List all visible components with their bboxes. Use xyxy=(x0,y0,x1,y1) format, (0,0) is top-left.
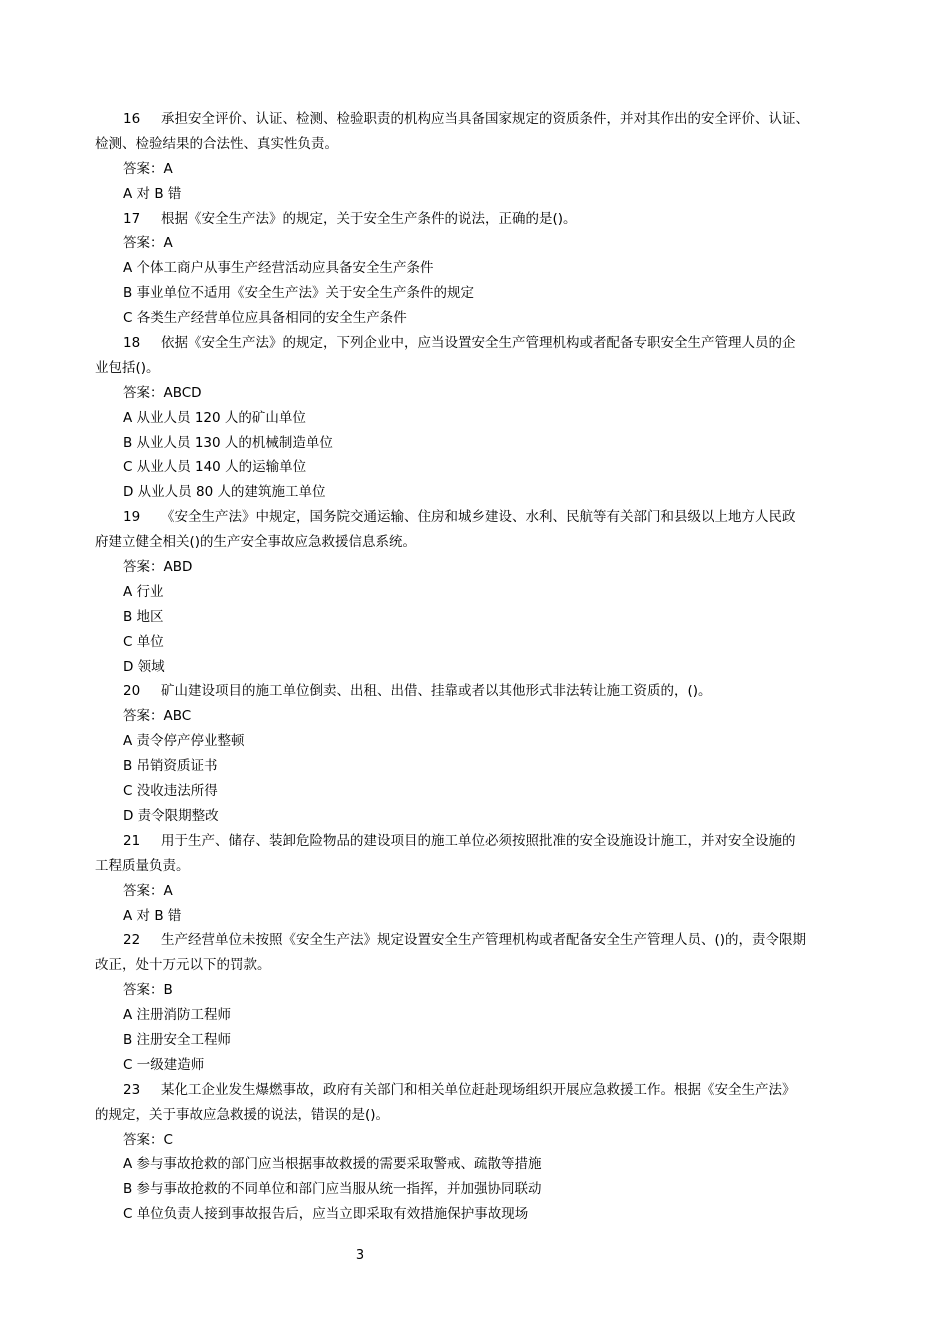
option-line: C 单位 xyxy=(123,633,164,650)
question-text-continued xyxy=(95,132,855,157)
question-number: 18 xyxy=(123,335,141,352)
option-line: D 责令限期整改 xyxy=(123,807,219,824)
option-line: B 参与事故抢救的不同单位和部门应当服从统一指挥，并加强协同联动 xyxy=(123,1181,542,1198)
question-block xyxy=(95,505,855,679)
question-text xyxy=(95,829,855,854)
option-line: B 事业单位不适用《安全生产法》关于安全生产条件的规定 xyxy=(123,285,475,302)
question-number: 16 xyxy=(123,111,141,127)
question-text-span: 矿山建设项目的施工单位倒卖、出租、出借、挂靠或者以其他形式非法转让施工资质的，()。 xyxy=(161,683,712,700)
answer-line: 答案：C xyxy=(123,1131,173,1148)
option-line: B 从业人员 130 人的机械制造单位 xyxy=(123,434,333,451)
question-number: 22 xyxy=(123,932,141,949)
answer-line: 答案：A xyxy=(123,160,173,177)
option-line: A 个体工商户从事生产经营活动应具备安全生产条件 xyxy=(123,260,434,277)
option-line: B 地区 xyxy=(123,608,164,625)
question-number: 20 xyxy=(123,683,141,700)
option-line: C 从业人员 140 人的运输单位 xyxy=(123,459,307,476)
option-line: B 注册安全工程师 xyxy=(123,1031,232,1048)
question-number: 19 xyxy=(123,509,141,526)
question-text-continued xyxy=(95,530,855,555)
option-line: C 单位负责人接到事故报告后，应当立即采取有效措施保护事故现场 xyxy=(123,1206,529,1223)
question-block xyxy=(95,829,855,929)
question-block xyxy=(95,331,855,505)
question-text xyxy=(95,505,855,530)
question-text-continued xyxy=(95,854,855,879)
question-text-span: 生产经营单位未按照《安全生产法》规定设置安全生产管理机构或者配备安全生产管理人员、()的，责令限期 xyxy=(161,932,807,949)
question-text-span: 《安全生产法》中规定，国务院交通运输、住房和城乡建设、水利、民航等有关部门和县级以上地方人民政 xyxy=(161,509,796,526)
option-line: A 责令停产停业整顿 xyxy=(123,733,245,750)
question-text xyxy=(95,331,855,356)
question-text-span: 某化工企业发生爆燃事故，政府有关部门和相关单位赶赴现场组织开展应急救援工作。根据《安全生产法》 xyxy=(161,1081,796,1098)
option-line: A 对 B 错 xyxy=(123,185,182,202)
question-text-span: 的规定，关于事故应急救援的说法，错误的是()。 xyxy=(95,1106,390,1123)
question-text-span: 根据《安全生产法》的规定，关于安全生产条件的说法，正确的是()。 xyxy=(161,210,577,227)
question-text-continued xyxy=(95,356,855,381)
option-line: D 领域 xyxy=(123,658,165,675)
answer-line: 答案：ABCD xyxy=(123,384,202,401)
question-block xyxy=(95,207,855,331)
option-line: C 各类生产经营单位应具备相同的安全生产条件 xyxy=(123,310,407,327)
question-text-span: 检测、检验结果的合法性、真实性负责。 xyxy=(95,135,338,152)
question-text xyxy=(95,107,855,132)
question-text xyxy=(95,679,855,704)
question-block xyxy=(95,107,855,207)
answer-line: 答案：ABC xyxy=(123,708,192,725)
question-text-span: 用于生产、储存、装卸危险物品的建设项目的施工单位必须按照批准的安全设施设计施工，并对安全设施的 xyxy=(161,832,796,849)
question-text-span: 依据《安全生产法》的规定，下列企业中，应当设置安全生产管理机构或者配备专职安全生产管理人员的企 xyxy=(161,335,796,352)
question-text-span: 业包括()。 xyxy=(95,359,160,376)
question-list xyxy=(95,107,855,1227)
question-text xyxy=(95,207,855,232)
question-text-span: 工程质量负责。 xyxy=(95,857,190,874)
answer-line: 答案：B xyxy=(123,982,173,999)
option-line: A 注册消防工程师 xyxy=(123,1007,232,1024)
question-text-span: 改正，处十万元以下的罚款。 xyxy=(95,957,271,974)
option-line: C 一级建造师 xyxy=(123,1056,205,1073)
question-text-span: 承担安全评价、认证、检测、检验职责的机构应当具备国家规定的资质条件，并对其作出的安全评价、认证、 xyxy=(161,111,809,127)
option-line: D 从业人员 80 人的建筑施工单位 xyxy=(123,484,326,501)
option-line: C 没收违法所得 xyxy=(123,783,218,800)
question-number: 17 xyxy=(123,210,141,227)
answer-line: 答案：A xyxy=(123,882,173,899)
question-text-continued xyxy=(95,1103,855,1128)
question-block xyxy=(95,1078,855,1227)
answer-line: 答案：A xyxy=(123,235,173,252)
answer-line: 答案：ABD xyxy=(123,559,193,576)
question-text-continued xyxy=(95,953,855,978)
question-block xyxy=(95,928,855,1077)
question-number: 21 xyxy=(123,832,141,849)
question-text xyxy=(95,1078,855,1103)
question-number: 23 xyxy=(123,1081,141,1098)
option-line: A 从业人员 120 人的矿山单位 xyxy=(123,409,306,426)
question-text-span: 府建立健全相关()的生产安全事故应急救援信息系统。 xyxy=(95,534,417,551)
option-line: A 对 B 错 xyxy=(123,907,182,924)
option-line: B 吊销资质证书 xyxy=(123,758,218,775)
question-block xyxy=(95,679,855,828)
question-text xyxy=(95,928,855,953)
page-number: 3 xyxy=(355,1248,365,1263)
option-line: A 参与事故抢救的部门应当根据事故救援的需要采取警戒、疏散等措施 xyxy=(123,1156,542,1173)
option-line: A 行业 xyxy=(123,583,164,600)
